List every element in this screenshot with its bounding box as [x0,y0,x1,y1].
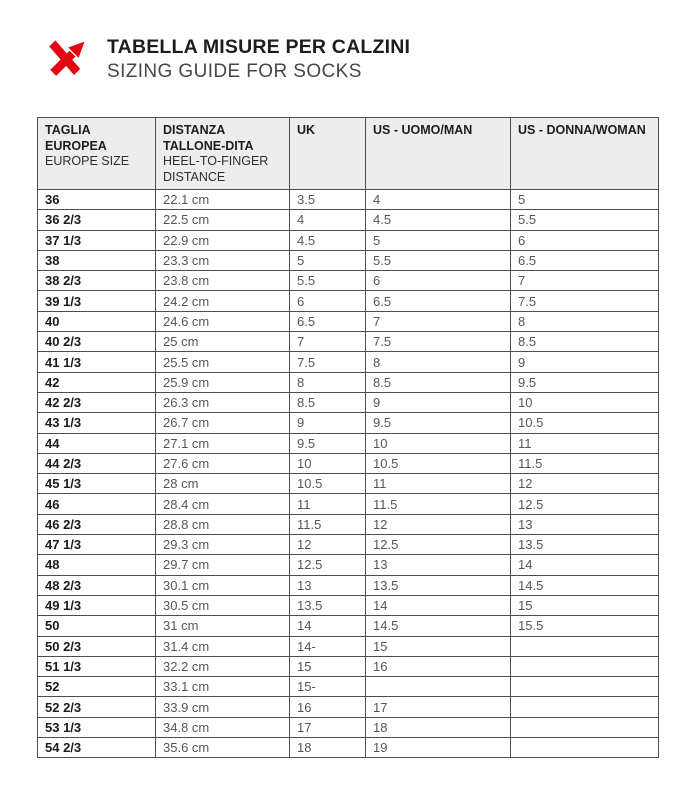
cell-europe-size: 52 2/3 [38,697,156,717]
cell-heel-toe-distance: 34.8 cm [156,717,290,737]
cell-uk: 4 [290,210,366,230]
cell-europe-size: 45 1/3 [38,474,156,494]
sizing-table-container [37,117,659,758]
cell-uk: 9 [290,413,366,433]
cell-heel-toe-distance: 30.5 cm [156,595,290,615]
cell-heel-toe-distance: 28.8 cm [156,514,290,534]
table-row [38,332,659,352]
cell-us-woman: 8 [511,311,659,331]
cell-us-man: 8 [366,352,511,372]
cell-us-man: 9.5 [366,413,511,433]
cell-europe-size: 48 2/3 [38,575,156,595]
cell-heel-toe-distance: 28.4 cm [156,494,290,514]
cell-uk: 11 [290,494,366,514]
cell-heel-toe-distance: 29.7 cm [156,555,290,575]
cell-us-woman [511,697,659,717]
column-title: US - DONNA/WOMAN [518,123,646,137]
column-header-europe-size [38,118,156,190]
column-header-us-man [366,118,511,190]
cell-us-woman: 10.5 [511,413,659,433]
cell-us-man [366,677,511,697]
cell-us-man: 5 [366,230,511,250]
cell-us-woman: 14 [511,555,659,575]
cell-europe-size: 42 2/3 [38,392,156,412]
cell-heel-toe-distance: 27.6 cm [156,453,290,473]
column-title: US - UOMO/MAN [373,123,473,137]
cell-heel-toe-distance: 27.1 cm [156,433,290,453]
cell-us-woman: 8.5 [511,332,659,352]
cell-heel-toe-distance: 25.5 cm [156,352,290,372]
cell-europe-size: 51 1/3 [38,656,156,676]
cell-uk: 5 [290,250,366,270]
cell-uk: 8 [290,372,366,392]
cell-europe-size: 54 2/3 [38,738,156,758]
table-header-row [38,118,659,190]
cell-europe-size: 39 1/3 [38,291,156,311]
table-row [38,352,659,372]
cell-europe-size: 38 [38,250,156,270]
page-header [44,34,410,84]
cell-us-man: 7 [366,311,511,331]
cell-heel-toe-distance: 30.1 cm [156,575,290,595]
cell-uk: 10 [290,453,366,473]
cell-us-woman: 5 [511,190,659,210]
cell-us-woman: 5.5 [511,210,659,230]
table-row [38,210,659,230]
table-row [38,474,659,494]
table-row [38,575,659,595]
column-title: UK [297,123,316,137]
cell-uk: 13.5 [290,595,366,615]
cell-heel-toe-distance: 35.6 cm [156,738,290,758]
title-block [107,34,410,84]
cell-us-woman [511,677,659,697]
cell-europe-size: 43 1/3 [38,413,156,433]
table-row [38,514,659,534]
cell-heel-toe-distance: 33.9 cm [156,697,290,717]
cell-us-woman: 10 [511,392,659,412]
cell-europe-size: 52 [38,677,156,697]
cell-heel-toe-distance: 24.2 cm [156,291,290,311]
table-row [38,433,659,453]
cell-us-man: 14 [366,595,511,615]
table-row [38,595,659,615]
cell-heel-toe-distance: 23.3 cm [156,250,290,270]
cell-heel-toe-distance: 25 cm [156,332,290,352]
cell-uk: 6.5 [290,311,366,331]
cell-uk: 4.5 [290,230,366,250]
table-row [38,677,659,697]
cell-us-man: 10.5 [366,453,511,473]
cell-uk: 14 [290,616,366,636]
table-row [38,535,659,555]
cell-europe-size: 48 [38,555,156,575]
cell-us-woman: 13 [511,514,659,534]
cell-us-woman [511,717,659,737]
table-row [38,738,659,758]
column-header-heel-toe-distance [156,118,290,190]
cell-uk: 5.5 [290,271,366,291]
cell-us-woman: 9 [511,352,659,372]
cell-europe-size: 40 2/3 [38,332,156,352]
cell-europe-size: 44 [38,433,156,453]
cell-us-woman: 11.5 [511,453,659,473]
cell-europe-size: 50 [38,616,156,636]
table-row [38,291,659,311]
cell-heel-toe-distance: 22.9 cm [156,230,290,250]
cell-heel-toe-distance: 23.8 cm [156,271,290,291]
cell-uk: 15- [290,677,366,697]
cell-us-man: 11.5 [366,494,511,514]
cell-us-man: 6 [366,271,511,291]
table-row [38,392,659,412]
cell-europe-size: 41 1/3 [38,352,156,372]
cell-us-man: 17 [366,697,511,717]
cell-us-man: 14.5 [366,616,511,636]
cell-us-woman: 12 [511,474,659,494]
cell-us-man: 15 [366,636,511,656]
cell-us-man: 18 [366,717,511,737]
cell-us-woman: 14.5 [511,575,659,595]
cell-us-woman: 9.5 [511,372,659,392]
cell-us-woman: 15.5 [511,616,659,636]
cell-uk: 9.5 [290,433,366,453]
cell-us-man: 12 [366,514,511,534]
cell-uk: 13 [290,575,366,595]
cell-uk: 7.5 [290,352,366,372]
cell-us-man: 12.5 [366,535,511,555]
table-header [38,118,659,190]
cell-us-woman [511,656,659,676]
cell-europe-size: 46 2/3 [38,514,156,534]
table-row [38,250,659,270]
table-row [38,494,659,514]
cell-us-man: 13.5 [366,575,511,595]
x-arrow-logo-icon [44,37,90,83]
column-title: TAGLIA EUROPEA [45,123,107,153]
cell-europe-size: 46 [38,494,156,514]
table-row [38,555,659,575]
cell-heel-toe-distance: 22.5 cm [156,210,290,230]
cell-us-woman: 15 [511,595,659,615]
cell-us-man: 10 [366,433,511,453]
cell-uk: 15 [290,656,366,676]
column-header-uk [290,118,366,190]
cell-uk: 7 [290,332,366,352]
cell-europe-size: 36 2/3 [38,210,156,230]
sizing-table [37,117,659,758]
table-row [38,636,659,656]
cell-us-woman: 7.5 [511,291,659,311]
page-title: TABELLA MISURE PER CALZINI [107,36,411,58]
cell-uk: 16 [290,697,366,717]
cell-us-woman: 11 [511,433,659,453]
cell-heel-toe-distance: 26.3 cm [156,392,290,412]
cell-us-man: 4.5 [366,210,511,230]
cell-heel-toe-distance: 22.1 cm [156,190,290,210]
table-row [38,697,659,717]
table-row [38,616,659,636]
cell-europe-size: 49 1/3 [38,595,156,615]
table-row [38,311,659,331]
cell-us-woman: 13.5 [511,535,659,555]
cell-europe-size: 38 2/3 [38,271,156,291]
cell-us-man: 7.5 [366,332,511,352]
cell-uk: 14- [290,636,366,656]
cell-heel-toe-distance: 25.9 cm [156,372,290,392]
column-subtitle: HEEL-TO-FINGER DISTANCE [163,154,269,184]
cell-us-woman: 7 [511,271,659,291]
cell-uk: 12.5 [290,555,366,575]
cell-us-man: 19 [366,738,511,758]
cell-heel-toe-distance: 29.3 cm [156,535,290,555]
cell-us-woman: 6.5 [511,250,659,270]
table-row [38,453,659,473]
cell-heel-toe-distance: 33.1 cm [156,677,290,697]
cell-us-man: 16 [366,656,511,676]
cell-europe-size: 50 2/3 [38,636,156,656]
cell-us-man: 4 [366,190,511,210]
column-subtitle: EUROPE SIZE [45,154,130,168]
cell-us-woman [511,636,659,656]
column-header-us-woman [511,118,659,190]
table-row [38,413,659,433]
cell-us-man: 8.5 [366,372,511,392]
cell-heel-toe-distance: 24.6 cm [156,311,290,331]
cell-us-man: 13 [366,555,511,575]
page-subtitle: SIZING GUIDE FOR SOCKS [107,61,362,82]
cell-europe-size: 42 [38,372,156,392]
cell-us-man: 9 [366,392,511,412]
cell-europe-size: 36 [38,190,156,210]
cell-heel-toe-distance: 26.7 cm [156,413,290,433]
cell-europe-size: 53 1/3 [38,717,156,737]
table-row [38,656,659,676]
cell-europe-size: 44 2/3 [38,453,156,473]
table-row [38,717,659,737]
cell-us-woman: 12.5 [511,494,659,514]
cell-europe-size: 37 1/3 [38,230,156,250]
cell-europe-size: 40 [38,311,156,331]
cell-us-man: 11 [366,474,511,494]
cell-us-man: 6.5 [366,291,511,311]
cell-us-woman [511,738,659,758]
cell-uk: 12 [290,535,366,555]
cell-uk: 6 [290,291,366,311]
cell-heel-toe-distance: 32.2 cm [156,656,290,676]
cell-uk: 17 [290,717,366,737]
table-row [38,271,659,291]
table-row [38,372,659,392]
table-row [38,190,659,210]
table-body [38,190,659,758]
cell-uk: 10.5 [290,474,366,494]
cell-uk: 8.5 [290,392,366,412]
table-row [38,230,659,250]
cell-heel-toe-distance: 31 cm [156,616,290,636]
cell-europe-size: 47 1/3 [38,535,156,555]
cell-us-man: 5.5 [366,250,511,270]
cell-uk: 3.5 [290,190,366,210]
cell-heel-toe-distance: 31.4 cm [156,636,290,656]
cell-us-woman: 6 [511,230,659,250]
cell-heel-toe-distance: 28 cm [156,474,290,494]
cell-uk: 11.5 [290,514,366,534]
column-title: DISTANZA TALLONE-DITA [163,123,254,153]
cell-uk: 18 [290,738,366,758]
